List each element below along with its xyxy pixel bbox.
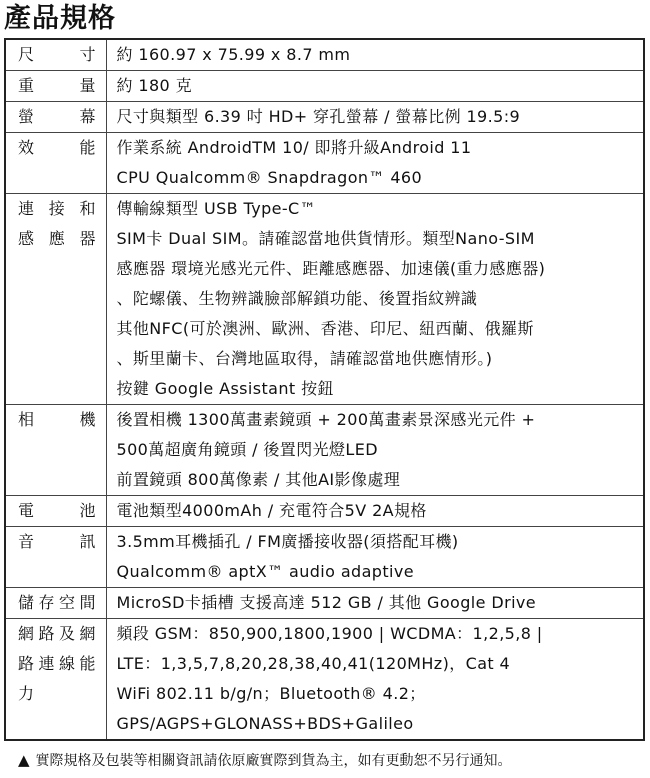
row-value-line: SIM卡 Dual SIM。請確認當地供貨情形。類型Nano-SIM: [116, 229, 535, 248]
table-row: [5, 39, 644, 71]
row-value: [106, 527, 644, 588]
row-label: [5, 588, 106, 619]
spec-table: [4, 38, 645, 741]
triangle-icon: ▲: [18, 751, 30, 769]
row-value-line: 其他NFC(可於澳洲、歐洲、香港、印尼、紐西蘭、俄羅斯: [116, 319, 534, 338]
row-value-line: 500萬超廣角鏡頭 / 後置閃光燈LED: [116, 440, 378, 459]
table-row: [5, 102, 644, 133]
row-value-line: LTE：1,3,5,7,8,20,28,38,40,41(120MHz)，Cat 4: [116, 654, 511, 673]
row-value-line: 感應器 環境光感光元件、距離感應器、加速儀(重力感應器): [116, 259, 546, 278]
row-label-line: 連 接 和: [18, 199, 96, 218]
row-value-line: 按鍵 Google Assistant 按鈕: [116, 379, 334, 398]
row-label: [5, 102, 106, 133]
row-value: [106, 405, 644, 496]
row-value: [106, 133, 644, 194]
row-label-line: 重 量: [18, 76, 96, 95]
row-value-line: 約 160.97 x 75.99 x 8.7 mm: [116, 45, 351, 64]
row-value-line: 約 180 克: [116, 76, 193, 95]
table-row: [5, 496, 644, 527]
row-value: [106, 71, 644, 102]
row-value-line: 3.5mm耳機插孔 / FM廣播接收器(須搭配耳機): [116, 532, 459, 551]
table-row: [5, 194, 644, 405]
spec-table-body: [5, 39, 644, 740]
row-value-line: CPU Qualcomm® Snapdragon™ 460: [116, 168, 423, 187]
row-value-line: 頻段 GSM：850,900,1800,1900 | WCDMA：1,2,5,8 |: [116, 624, 543, 643]
row-label-line: 儲存空間: [18, 593, 96, 612]
row-value: [106, 588, 644, 619]
row-value-line: WiFi 802.11 b/g/n；Bluetooth® 4.2；: [116, 684, 426, 703]
row-label-line: 感 應 器: [18, 229, 96, 248]
footnote: [18, 750, 512, 771]
row-label: [5, 39, 106, 71]
row-label: [5, 619, 106, 741]
row-value-line: 前置鏡頭 800萬像素 / 其他AI影像處理: [116, 470, 401, 489]
row-label-line: 路連線能: [18, 654, 96, 673]
table-row: [5, 405, 644, 496]
row-label-line: 尺 寸: [18, 45, 96, 64]
row-value-line: 後置相機 1300萬畫素鏡頭 + 200萬畫素景深感光元件 +: [116, 410, 536, 429]
row-label: [5, 71, 106, 102]
row-label-line: 力: [18, 684, 35, 703]
table-row: [5, 588, 644, 619]
table-row: [5, 133, 644, 194]
row-value-line: MicroSD卡插槽 支援高達 512 GB / 其他 Google Drive: [116, 593, 537, 612]
row-value: [106, 619, 644, 741]
row-value-line: Qualcomm® aptX™ audio adaptive: [116, 562, 414, 581]
row-label: [5, 133, 106, 194]
row-label-line: 相 機: [18, 410, 96, 429]
footnote-text: 實際規格及包裝等相關資訊請依原廠實際到貨為主，如有更動恕不另行通知。: [35, 753, 512, 769]
row-value: [106, 194, 644, 405]
row-value-line: GPS/AGPS+GLONASS+BDS+Galileo: [116, 714, 414, 733]
row-label-line: 電 池: [18, 501, 96, 520]
table-row: [5, 71, 644, 102]
row-value-line: 、陀螺儀、生物辨識臉部解鎖功能、後置指紋辨識: [116, 289, 478, 308]
table-row: [5, 619, 644, 741]
row-label: [5, 194, 106, 405]
row-label-line: 效 能: [18, 138, 96, 157]
row-label: [5, 527, 106, 588]
row-value-line: 作業系統 AndroidTM 10/ 即將升級Android 11: [116, 138, 472, 157]
row-value: [106, 39, 644, 71]
row-label: [5, 496, 106, 527]
row-value-line: 傳輸線類型 USB Type-C™: [116, 199, 317, 218]
page-title: 產品規格: [4, 3, 116, 34]
row-value-line: 尺寸與類型 6.39 吋 HD+ 穿孔螢幕 / 螢幕比例 19.5:9: [116, 107, 521, 126]
row-value-line: 、斯里蘭卡、台灣地區取得，請確認當地供應情形。): [116, 349, 493, 368]
row-label-line: 螢 幕: [18, 107, 96, 126]
table-row: [5, 527, 644, 588]
row-value: [106, 496, 644, 527]
row-label-line: 網路及網: [18, 624, 96, 643]
row-label: [5, 405, 106, 496]
row-label-line: 音 訊: [18, 532, 96, 551]
row-value-line: 電池類型4000mAh / 充電符合5V 2A規格: [116, 501, 427, 520]
row-value: [106, 102, 644, 133]
